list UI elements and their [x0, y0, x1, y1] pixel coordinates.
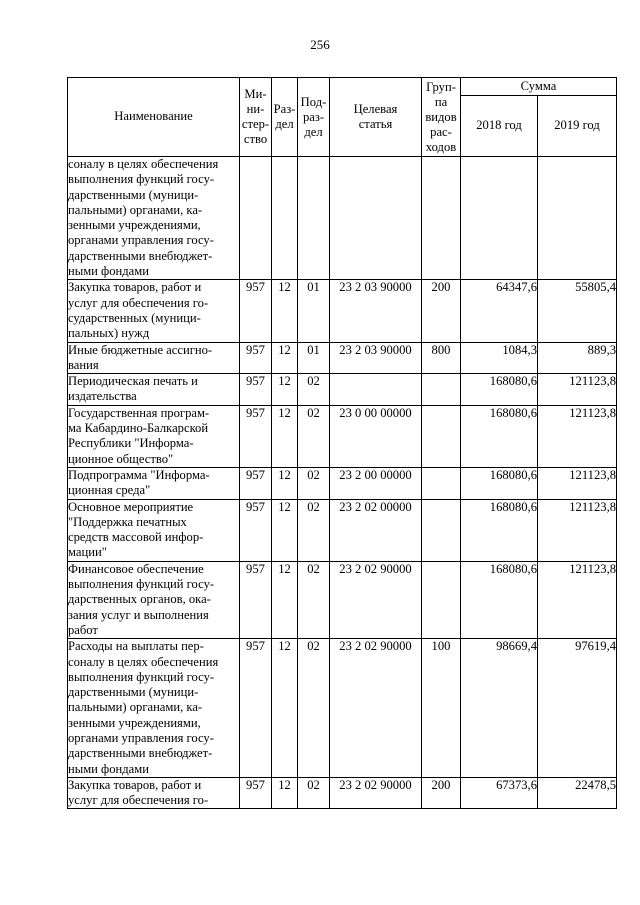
header-line: ство [243, 132, 268, 146]
cell-target-article: 23 2 02 00000 [330, 499, 422, 561]
cell-sum-2019 [538, 157, 617, 280]
cell-name-line: издательства [68, 389, 137, 404]
header-target-article [330, 78, 422, 157]
cell-sum-2018: 168080,6 [461, 374, 538, 406]
header-line: стер- [241, 117, 270, 131]
cell-sum-2019: 97619,4 [538, 639, 617, 778]
cell-name-line: дарственными внебюджет- [68, 746, 213, 761]
cell-name [68, 561, 240, 638]
cell-name-line: органами управления госу- [68, 730, 214, 745]
header-line: Под- [300, 94, 327, 109]
cell-subsection: 02 [298, 374, 330, 406]
table-row [68, 467, 617, 499]
cell-ministry: 957 [240, 639, 272, 778]
header-line: ни- [246, 102, 265, 116]
cell-name-line: дарственными внебюджет- [68, 248, 213, 263]
table-row [68, 777, 617, 809]
cell-expense-group [422, 561, 461, 638]
cell-subsection: 02 [298, 405, 330, 467]
cell-name-line: зания услуг и выполнения [68, 607, 209, 622]
cell-target-article [330, 374, 422, 406]
cell-name-line: Иные бюджетные ассигно- [68, 342, 213, 357]
cell-name-line: дарственными (муници- [68, 685, 199, 700]
cell-name-line: пальными) органами, ка- [68, 700, 203, 715]
cell-name-line: ными фондами [68, 761, 149, 776]
header-line: дел [304, 124, 323, 139]
cell-sum-2019: 22478,5 [538, 777, 617, 809]
cell-name-line: Закупка товаров, работ и [68, 777, 202, 792]
cell-expense-group [422, 405, 461, 467]
cell-sum-2019: 121123,8 [538, 374, 617, 406]
cell-expense-group: 100 [422, 639, 461, 778]
cell-ministry: 957 [240, 777, 272, 809]
cell-sum-2018: 67373,6 [461, 777, 538, 809]
header-year-2018: 2018 год [461, 96, 538, 157]
cell-sum-2018 [461, 157, 538, 280]
header-line: Раз- [273, 102, 296, 116]
cell-target-article [330, 157, 422, 280]
header-line: па [434, 94, 448, 109]
cell-name-line: соналу в целях обеспечения [68, 157, 219, 171]
cell-sum-2019: 121123,8 [538, 405, 617, 467]
cell-sum-2018: 168080,6 [461, 467, 538, 499]
cell-sum-2019: 55805,4 [538, 280, 617, 342]
cell-name-line: дарственными (муници- [68, 187, 199, 202]
cell-name-line: ционное общество" [68, 451, 174, 466]
cell-subsection [298, 157, 330, 280]
cell-name [68, 280, 240, 342]
cell-ministry: 957 [240, 405, 272, 467]
cell-name [68, 374, 240, 406]
cell-ministry [240, 157, 272, 280]
cell-name-line: ными фондами [68, 264, 149, 279]
cell-name-line: выполнения функций госу- [68, 577, 215, 592]
cell-subsection: 02 [298, 777, 330, 809]
cell-name-line: пальных) нужд [68, 326, 150, 341]
cell-name-line: пальными) органами, ка- [68, 202, 203, 217]
cell-ministry: 957 [240, 342, 272, 374]
table-row [68, 280, 617, 342]
cell-section: 12 [272, 374, 298, 406]
cell-name-line: Закупка товаров, работ и [68, 280, 202, 295]
cell-name-line: зенными учреждениями, [68, 715, 201, 730]
cell-name-line: Расходы на выплаты пер- [68, 639, 204, 654]
cell-name-line: дарственных органов, ока- [68, 592, 211, 607]
budget-table [67, 77, 617, 809]
header-subsection [298, 78, 330, 157]
cell-name-line: услуг для обеспечения го- [68, 793, 209, 808]
header-name: Наименование [68, 78, 240, 157]
cell-sum-2018: 168080,6 [461, 405, 538, 467]
cell-section: 12 [272, 499, 298, 561]
cell-name-line: "Поддержка печатных [68, 514, 187, 529]
cell-name-line: зенными учреждениями, [68, 218, 201, 233]
cell-name [68, 499, 240, 561]
header-line: дел [275, 117, 294, 131]
cell-ministry: 957 [240, 561, 272, 638]
cell-name-line: Республики "Информа- [68, 436, 194, 451]
header-expense-group [422, 78, 461, 157]
cell-section: 12 [272, 342, 298, 374]
cell-subsection: 01 [298, 280, 330, 342]
header-ministry [240, 78, 272, 157]
cell-target-article: 23 2 02 90000 [330, 777, 422, 809]
cell-section: 12 [272, 467, 298, 499]
cell-name [68, 405, 240, 467]
cell-name-line: мации" [68, 545, 107, 560]
table-row [68, 639, 617, 778]
cell-name [68, 777, 240, 809]
cell-name [68, 157, 240, 280]
cell-section: 12 [272, 280, 298, 342]
header-line: видов [425, 109, 457, 124]
cell-section: 12 [272, 639, 298, 778]
header-section [272, 78, 298, 157]
cell-section: 12 [272, 405, 298, 467]
cell-subsection: 02 [298, 561, 330, 638]
cell-name-line: выполнения функций госу- [68, 669, 215, 684]
header-year-2019: 2019 год [538, 96, 617, 157]
cell-name [68, 342, 240, 374]
table-row [68, 405, 617, 467]
cell-name-line: средств массовой инфор- [68, 530, 204, 545]
cell-expense-group [422, 374, 461, 406]
cell-sum-2019: 121123,8 [538, 467, 617, 499]
cell-name-line: выполнения функций госу- [68, 172, 215, 187]
cell-name-line: ционная среда" [68, 483, 151, 498]
cell-expense-group [422, 157, 461, 280]
cell-expense-group: 200 [422, 280, 461, 342]
cell-target-article: 23 2 03 90000 [330, 342, 422, 374]
header-line: рас- [430, 124, 452, 139]
cell-name-line: сударственных (муници- [68, 310, 201, 325]
cell-name-line: соналу в целях обеспечения [68, 654, 219, 669]
cell-name-line: ма Кабардино-Балкарской [68, 421, 209, 436]
cell-expense-group [422, 499, 461, 561]
cell-section: 12 [272, 561, 298, 638]
cell-name-line: Финансовое обеспечение [68, 561, 204, 576]
cell-subsection: 02 [298, 639, 330, 778]
cell-target-article: 23 0 00 00000 [330, 405, 422, 467]
cell-sum-2018: 1084,3 [461, 342, 538, 374]
cell-sum-2018: 168080,6 [461, 499, 538, 561]
cell-name-line: органами управления госу- [68, 233, 214, 248]
cell-sum-2019: 889,3 [538, 342, 617, 374]
cell-section [272, 157, 298, 280]
cell-sum-2018: 64347,6 [461, 280, 538, 342]
header-sum: Сумма [461, 78, 617, 96]
cell-name-line: Основное мероприятие [68, 499, 194, 514]
header-row-top [68, 78, 617, 96]
table-row [68, 342, 617, 374]
cell-target-article: 23 2 02 90000 [330, 639, 422, 778]
cell-target-article: 23 2 00 00000 [330, 467, 422, 499]
header-line: раз- [302, 109, 325, 124]
cell-target-article: 23 2 02 90000 [330, 561, 422, 638]
cell-name-line: Периодическая печать и [68, 374, 198, 389]
cell-sum-2018: 98669,4 [461, 639, 538, 778]
header-line: Груп- [426, 79, 456, 94]
cell-name-line: работ [68, 622, 98, 637]
table-body [68, 157, 617, 809]
cell-name-line: Государственная програм- [68, 405, 210, 420]
cell-section: 12 [272, 777, 298, 809]
page-number: 256 [310, 37, 330, 52]
header-line: Ми- [244, 87, 267, 101]
cell-sum-2019: 121123,8 [538, 561, 617, 638]
header-line: ходов [425, 139, 457, 154]
cell-ministry: 957 [240, 467, 272, 499]
cell-sum-2019: 121123,8 [538, 499, 617, 561]
cell-target-article: 23 2 03 90000 [330, 280, 422, 342]
cell-expense-group: 800 [422, 342, 461, 374]
cell-name [68, 467, 240, 499]
table-row [68, 157, 617, 280]
cell-name-line: Подпрограмма "Информа- [68, 467, 210, 482]
header-line: статья [358, 117, 393, 131]
cell-ministry: 957 [240, 280, 272, 342]
cell-name [68, 639, 240, 778]
table-row [68, 561, 617, 638]
table-row [68, 374, 617, 406]
cell-name-line: услуг для обеспечения го- [68, 295, 209, 310]
cell-ministry: 957 [240, 374, 272, 406]
cell-name-line: вания [68, 357, 99, 372]
cell-subsection: 02 [298, 499, 330, 561]
cell-subsection: 01 [298, 342, 330, 374]
cell-expense-group [422, 467, 461, 499]
cell-subsection: 02 [298, 467, 330, 499]
cell-ministry: 957 [240, 499, 272, 561]
table-row [68, 499, 617, 561]
cell-sum-2018: 168080,6 [461, 561, 538, 638]
cell-expense-group: 200 [422, 777, 461, 809]
header-line: Целевая [353, 102, 398, 116]
